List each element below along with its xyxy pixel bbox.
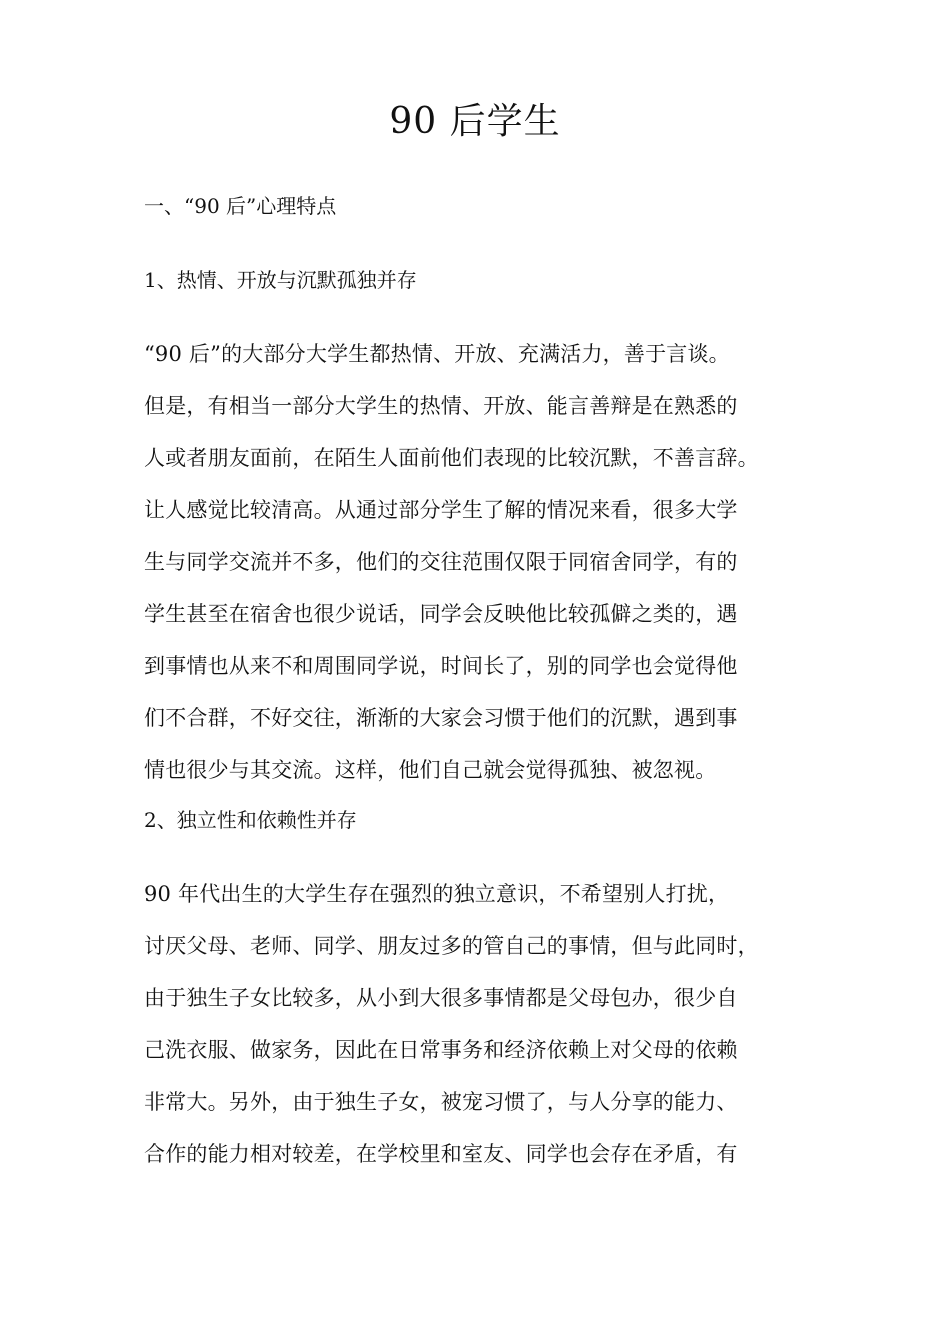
paragraph-line: 人或者朋友面前，在陌生人面前他们表现的比较沉默，不善言辞。 — [144, 446, 759, 470]
paragraph-2 — [144, 868, 814, 1180]
paragraph-line: 合作的能力相对较差，在学校里和室友、同学也会存在矛盾，有 — [144, 1142, 738, 1166]
subsection-heading-1: 1、热情、开放与沉默孤独并存 — [144, 268, 417, 292]
paragraph-line: 90 年代出生的大学生存在强烈的独立意识，不希望别人打扰， — [144, 882, 730, 906]
paragraph-line: 学生甚至在宿舍也很少说话，同学会反映他比较孤僻之类的，遇 — [144, 602, 738, 626]
paragraph-line: “90 后”的大部分大学生都热情、开放、充满活力，善于言谈。 — [144, 342, 730, 366]
subsection-heading-2: 2、独立性和依赖性并存 — [144, 808, 357, 832]
paragraph-line: 到事情也从来不和周围同学说，时间长了，别的同学也会觉得他 — [144, 654, 738, 678]
document-title: 90 后学生 — [389, 101, 561, 142]
paragraph-line: 非常大。另外，由于独生子女，被宠习惯了，与人分享的能力、 — [144, 1090, 738, 1114]
paragraph-line: 情也很少与其交流。这样，他们自己就会觉得孤独、被忽视。 — [144, 758, 717, 782]
paragraph-line: 讨厌父母、老师、同学、朋友过多的管自己的事情，但与此同时， — [144, 934, 759, 958]
paragraph-line: 己洗衣服、做家务，因此在日常事务和经济依赖上对父母的依赖 — [144, 1038, 738, 1062]
paragraph-line: 让人感觉比较清高。从通过部分学生了解的情况来看，很多大学 — [144, 498, 738, 522]
paragraph-line: 们不合群，不好交往，渐渐的大家会习惯于他们的沉默，遇到事 — [144, 706, 738, 730]
section-heading: 一、“90 后”心理特点 — [144, 194, 337, 218]
paragraph-line: 生与同学交流并不多，他们的交往范围仅限于同宿舍同学，有的 — [144, 550, 738, 574]
paragraph-line: 但是，有相当一部分大学生的热情、开放、能言善辩是在熟悉的 — [144, 394, 738, 418]
paragraph-line: 由于独生子女比较多，从小到大很多事情都是父母包办，很少自 — [144, 986, 738, 1010]
paragraph-1 — [144, 328, 814, 796]
